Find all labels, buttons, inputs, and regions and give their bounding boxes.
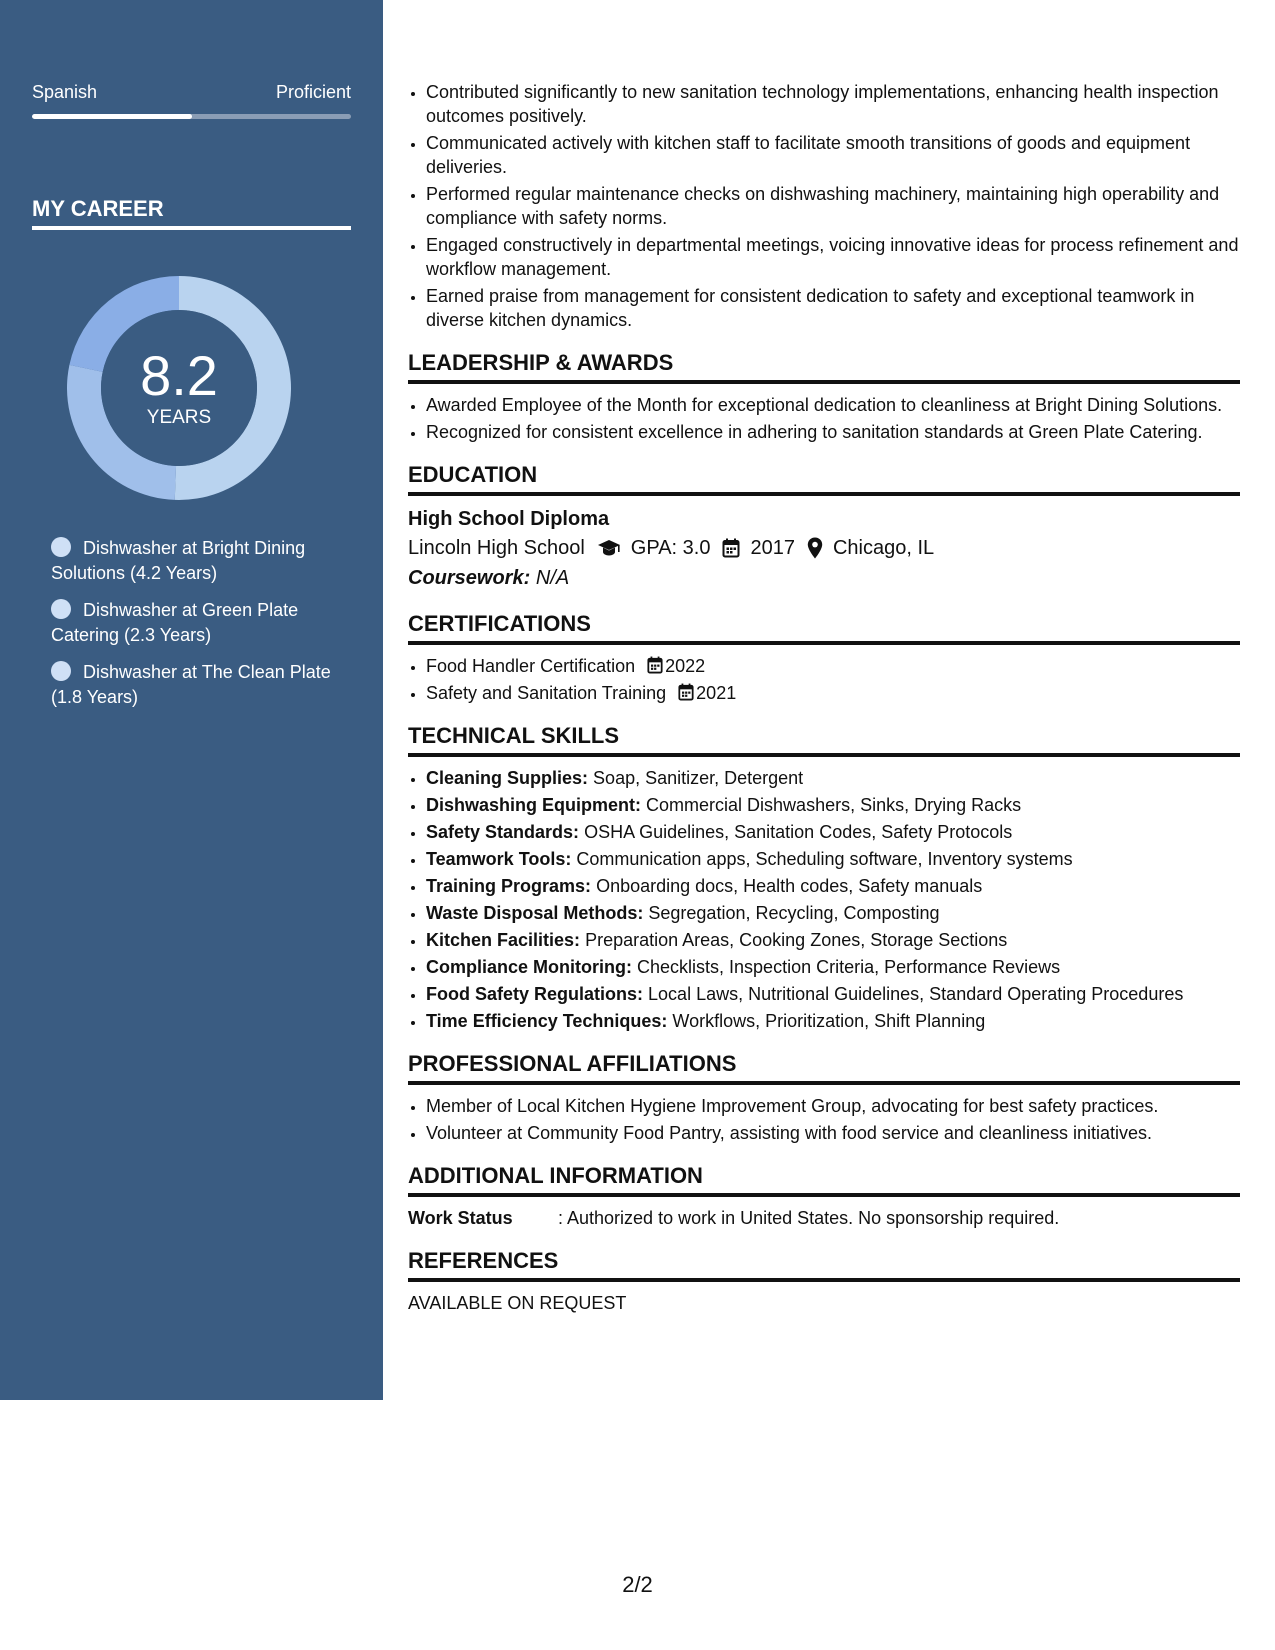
leadership-item: • Recognized for consistent excellence in adhering to sanitation standards at Green Plate Catering. [426, 420, 1240, 444]
experience-bullet: • Communicated actively with kitchen staff to facilitate smooth transitions of goods and equipment deliveries. [426, 131, 1240, 179]
skill-name: Time Efficiency Techniques: [426, 1011, 668, 1031]
legend-dot-icon [51, 537, 71, 557]
graduation-cap-icon [597, 539, 621, 557]
calendar-icon [647, 656, 663, 674]
certifications-section-title: CERTIFICATIONS [408, 611, 1240, 645]
skill-name: Kitchen Facilities: [426, 930, 581, 950]
career-section-title: MY CAREER [32, 196, 351, 230]
language-proficiency-bar [32, 114, 351, 119]
leadership-list [408, 393, 1240, 444]
skill-value: Onboarding docs, Health codes, Safety manuals [596, 876, 983, 896]
calendar-icon [722, 538, 740, 558]
calendar-icon [678, 683, 694, 701]
skill-value: Soap, Sanitizer, Detergent [593, 768, 804, 788]
affiliations-section-title: PROFESSIONAL AFFILIATIONS [408, 1051, 1240, 1085]
education-coursework [408, 563, 1240, 593]
certification-item [426, 654, 1240, 678]
skill-value: OSHA Guidelines, Sanitation Codes, Safety Protocols [584, 822, 1013, 842]
certification-name: Food Handler Certification [426, 656, 636, 676]
work-status-row [408, 1206, 1240, 1230]
certification-year: 2022 [665, 656, 706, 676]
education-section-title: EDUCATION [408, 462, 1240, 496]
certifications-list [408, 654, 1240, 705]
skill-item [426, 1009, 1240, 1033]
career-role-label: Dishwasher at Green Plate Catering (2.3 Years) [51, 600, 299, 645]
education-gpa: GPA: 3.0 [630, 537, 711, 559]
skill-item [426, 766, 1240, 790]
certification-item [426, 681, 1240, 705]
language-proficiency-fill [32, 114, 192, 119]
skill-value: Segregation, Recycling, Composting [648, 903, 940, 923]
career-total-unit: YEARS [146, 407, 212, 428]
affiliation-item: • Member of Local Kitchen Hygiene Improvement Group, advocating for best safety practices. [426, 1094, 1240, 1118]
skill-value: Communication apps, Scheduling software, Inventory systems [576, 849, 1073, 869]
skill-name: Dishwashing Equipment: [426, 795, 642, 815]
skill-name: Teamwork Tools: [426, 849, 572, 869]
leadership-section-title: LEADERSHIP & AWARDS [408, 350, 1240, 384]
career-role-list [51, 536, 341, 722]
experience-bullet: • Earned praise from management for consistent dedication to safety and exceptional teamwork in diverse kitchen dynamics. [426, 284, 1240, 332]
career-role-label: Dishwasher at Bright Dining Solutions (4.2 Years) [51, 538, 306, 583]
references-text: AVAILABLE ON REQUEST [408, 1293, 627, 1313]
education-location: Chicago, IL [832, 537, 935, 559]
work-status-label: Work Status [408, 1208, 513, 1228]
map-pin-icon [807, 537, 823, 559]
leadership-item: • Awarded Employee of the Month for exceptional dedication to cleanliness at Bright Dining Solutions. [426, 393, 1240, 417]
technical-skills-section-title: TECHNICAL SKILLS [408, 723, 1240, 757]
affiliation-item: • Volunteer at Community Food Pantry, assisting with food service and cleanliness initiatives. [426, 1121, 1240, 1145]
language-name: Spanish [32, 82, 98, 102]
legend-dot-icon [51, 599, 71, 619]
skill-name: Food Safety Regulations: [426, 984, 644, 1004]
education-meta-row [408, 533, 1240, 563]
language-row [32, 82, 351, 103]
donut-center [66, 275, 292, 501]
career-donut-chart [66, 275, 292, 501]
technical-skills-list [408, 766, 1240, 1033]
education-school: Lincoln High School [408, 537, 585, 559]
skill-item [426, 982, 1240, 1006]
page-number: 2/2 [622, 1572, 653, 1597]
affiliations-list [408, 1094, 1240, 1145]
career-role-item [51, 598, 341, 648]
coursework-label: Coursework: [408, 567, 531, 589]
skill-item [426, 793, 1240, 817]
experience-bullet-list [408, 80, 1240, 332]
skill-value: Workflows, Prioritization, Shift Planning [672, 1011, 986, 1031]
education-degree: High School Diploma [408, 508, 610, 530]
career-total-value: 8.2 [140, 344, 218, 407]
skill-name: Compliance Monitoring: [426, 957, 632, 977]
skill-value: Commercial Dishwashers, Sinks, Drying Racks [646, 795, 1022, 815]
experience-bullet: • Performed regular maintenance checks on dishwashing machinery, maintaining high operability and compliance with safety norms. [426, 182, 1240, 230]
skill-item [426, 874, 1240, 898]
skill-name: Safety Standards: [426, 822, 580, 842]
certification-year: 2021 [696, 683, 737, 703]
skill-item [426, 820, 1240, 844]
references-section-title: REFERENCES [408, 1248, 1240, 1282]
additional-info-section-title: ADDITIONAL INFORMATION [408, 1163, 1240, 1197]
language-level: Proficient [275, 82, 351, 102]
experience-bullet: • Engaged constructively in departmental meetings, voicing innovative ideas for process refinement and workflow management. [426, 233, 1240, 281]
education-year: 2017 [750, 537, 795, 559]
skill-name: Waste Disposal Methods: [426, 903, 644, 923]
certification-name: Safety and Sanitation Training [426, 683, 667, 703]
skill-value: Local Laws, Nutritional Guidelines, Standard Operating Procedures [648, 984, 1184, 1004]
main-content [408, 80, 1240, 1315]
skill-value: Checklists, Inspection Criteria, Performance Reviews [637, 957, 1061, 977]
skill-value: Preparation Areas, Cooking Zones, Storage Sections [585, 930, 1008, 950]
skill-item [426, 928, 1240, 952]
career-role-label: Dishwasher at The Clean Plate (1.8 Years) [51, 662, 331, 707]
skill-item [426, 901, 1240, 925]
skill-item [426, 955, 1240, 979]
career-role-item [51, 660, 341, 710]
career-role-item [51, 536, 341, 586]
legend-dot-icon [51, 661, 71, 681]
skill-name: Training Programs: [426, 876, 592, 896]
experience-bullet: • Contributed significantly to new sanitation technology implementations, enhancing health inspection outcomes positively. [426, 80, 1240, 128]
work-status-value: : Authorized to work in United States. No sponsorship required. [558, 1208, 1060, 1228]
sidebar [0, 0, 383, 1400]
skill-item [426, 847, 1240, 871]
coursework-value: N/A [535, 567, 570, 589]
skill-name: Cleaning Supplies: [426, 768, 589, 788]
